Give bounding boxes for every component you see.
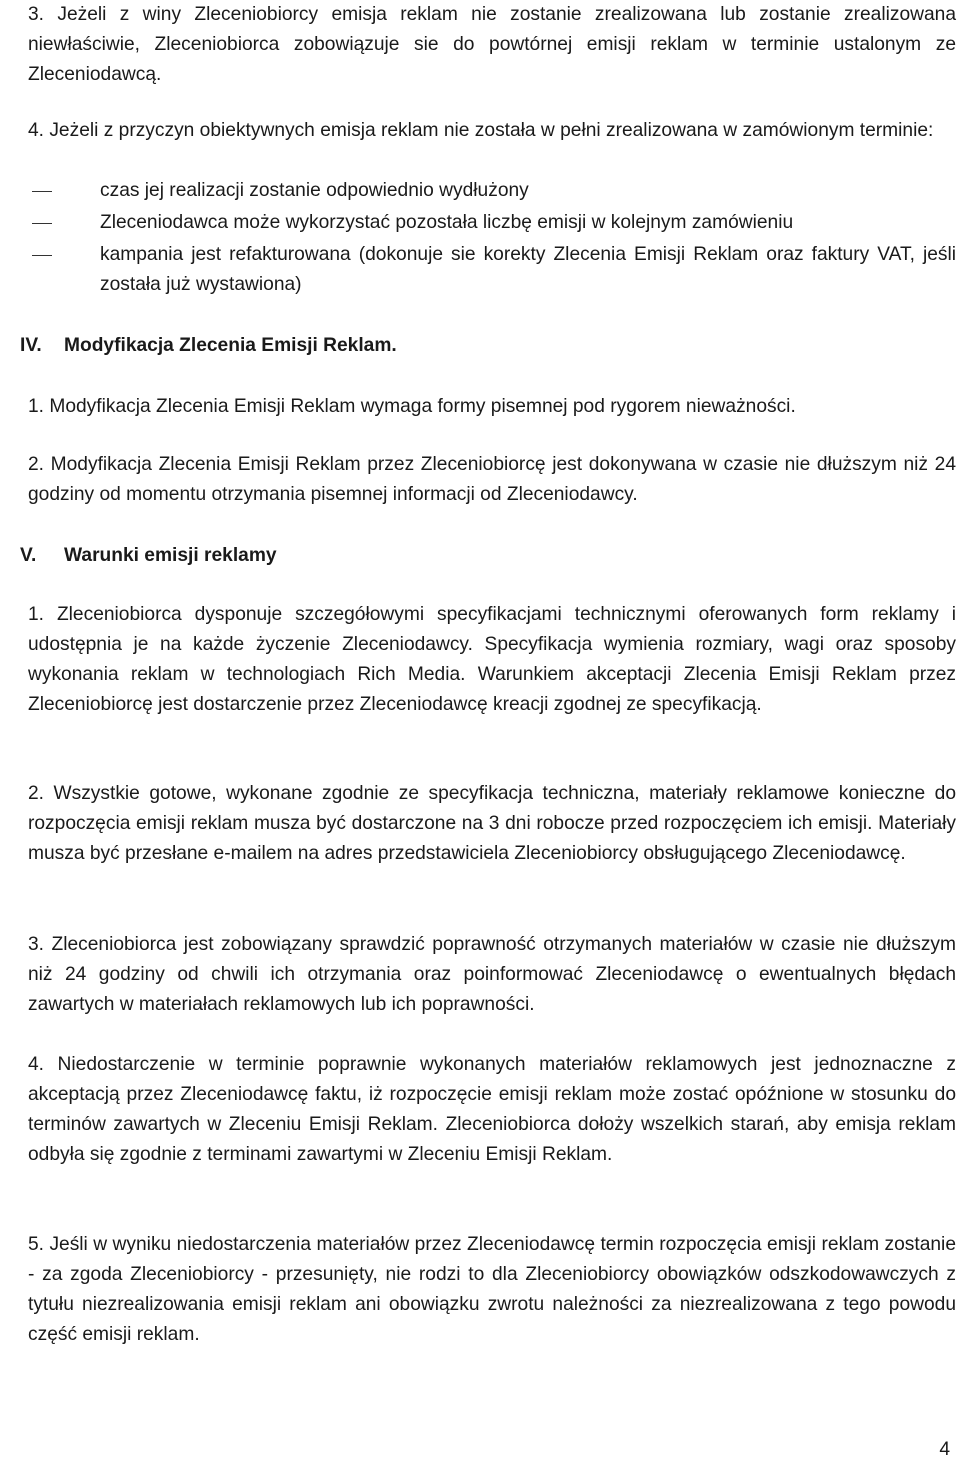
dash-bullet-icon: [32, 223, 52, 224]
paragraph-4: 4. Jeżeli z przyczyn obiektywnych emisja reklam nie została w pełni zrealizowana w zamówionym terminie:: [28, 120, 934, 141]
list-item-text: czas jej realizacji zostanie odpowiednio wydłużony: [100, 180, 529, 201]
paragraph-v-5: 5. Jeśli w wyniku niedostarczenia materiałów przez Zleceniodawcę termin rozpoczęcia emisji reklam zostanie - za zgoda Zleceniobiorcy - przesunięty, nie rodzi to dla Zleceniobiorcy obowiązków odszkodowawczych z tytułu niezrealizowania emisji reklam ani obowiązku zwrotu należności za niezrealizowana z tego powodu część emisji reklam.: [28, 1234, 956, 1345]
section-number: IV.: [20, 335, 42, 356]
paragraph-3: 3. Jeżeli z winy Zleceniobiorcy emisja reklam nie zostanie zrealizowana lub zostanie zrealizowana niewłaściwie, Zleceniobiorca zobowiązuje sie do powtórnej emisji reklam w terminie ustalonym ze Zleceniodawcą.: [28, 4, 956, 85]
paragraph-v-4: 4. Niedostarczenie w terminie poprawnie wykonanych materiałów reklamowych jest jednoznaczne z akceptacją przez Zleceniodawcę faktu, iż rozpoczęcie emisji reklam może zostać opóźnione w stosunku do terminów zawartych w Zleceniu Emisji Reklam. Zleceniobiorca dołoży wszelkich starań, aby emisja reklam odbyła się zgodnie z terminami zawartymi w Zleceniu Emisji Reklam.: [28, 1054, 956, 1165]
dash-bullet-icon: [32, 191, 52, 192]
section-heading-iv: [20, 331, 920, 361]
section-number: V.: [20, 545, 37, 566]
paragraph-v-3: 3. Zleceniobiorca jest zobowiązany sprawdzić poprawność otrzymanych materiałów w czasie nie dłuższym niż 24 godziny od chwili ich otrzymania oraz poinformować Zleceniodawcę o ewentualnych błędach zawartych w materiałach reklamowych lub ich poprawności.: [28, 934, 956, 1015]
list-item-text: kampania jest refakturowana (dokonuje sie korekty Zlecenia Emisji Reklam oraz faktury VAT, jeśli została już wystawiona): [100, 244, 956, 295]
list-item-text: Zleceniodawca może wykorzystać pozostała liczbę emisji w kolejnym zamówieniu: [100, 212, 794, 233]
paragraph-v-2: 2. Wszystkie gotowe, wykonane zgodnie ze specyfikacja techniczna, materiały reklamowe konieczne do rozpoczęcia emisji reklam musza być dostarczone na 3 dni robocze przed rozpoczęciem ich emisji. Materiały musza być przesłane e-mailem na adres przedstawiciela Zleceniobiorcy obsługującego Zleceniodawcę.: [28, 783, 956, 864]
section-title: Modyfikacja Zlecenia Emisji Reklam.: [64, 335, 397, 356]
section-title: Warunki emisji reklamy: [64, 545, 277, 566]
paragraph-iv-2: 2. Modyfikacja Zlecenia Emisji Reklam przez Zleceniobiorcę jest dokonywana w czasie nie dłuższym niż 24 godziny od momentu otrzymania pisemnej informacji od Zleceniodawcy.: [28, 454, 956, 505]
page-number: 4: [939, 1439, 950, 1460]
section-heading-v: [20, 541, 920, 571]
dash-bullet-icon: [32, 255, 52, 256]
paragraph-iv-1: 1. Modyfikacja Zlecenia Emisji Reklam wymaga formy pisemnej pod rygorem nieważności.: [28, 396, 796, 417]
paragraph-v-1: 1. Zleceniobiorca dysponuje szczegółowymi specyfikacjami technicznymi oferowanych form reklamy i udostępnia je na każde życzenie Zleceniodawcy. Specyfikacja wymienia rozmiary, wagi oraz sposoby wykonania reklam w technologiach Rich Media. Warunkiem akceptacji Zlecenia Emisji Reklam przez Zleceniobiorcę jest dostarczenie przez Zleceniodawcę kreacji zgodnej ze specyfikacją.: [28, 604, 956, 715]
